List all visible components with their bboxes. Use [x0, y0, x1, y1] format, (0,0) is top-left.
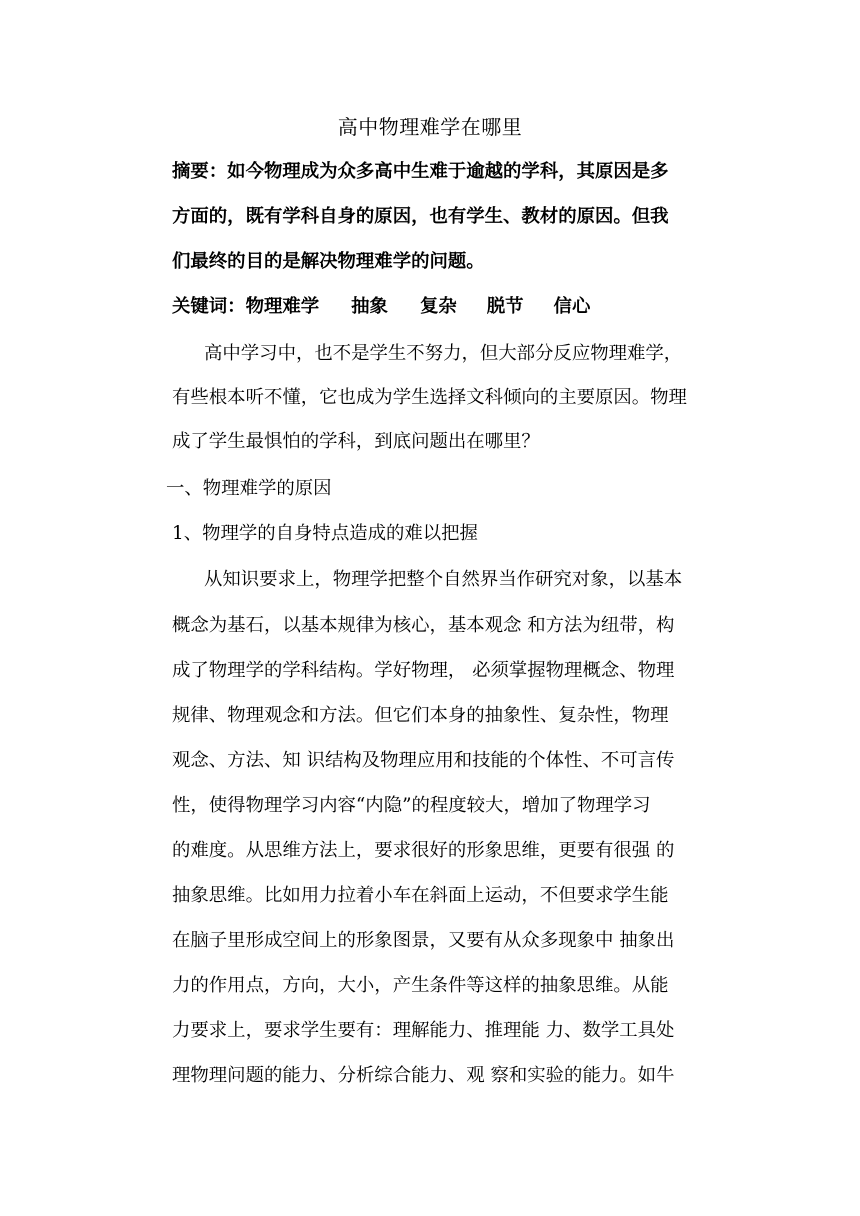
keyword: 复杂 [419, 296, 457, 317]
intro-line-2: 有些根本听不懂，它也成为学生选择文科倾向的主要原因。物理 [172, 387, 687, 408]
abstract-line-3: 们最终的目的是解决物理难学的问题。 [172, 251, 485, 272]
body-line-8: 抽象思维。比如用力拉着小车在斜面上运动，不但要求学生能 [172, 885, 669, 906]
body-line-4: 规律、物理观念和方法。但它们本身的抽象性、复杂性，物理 [172, 705, 669, 726]
body-line-2: 概念为基石，以基本规律为核心，基本观念 和方法为纽带，构 [172, 615, 675, 636]
intro-line-3: 成了学生最惧怕的学科，到底问题出在哪里？ [172, 431, 540, 452]
body-line-6: 性，使得物理学习内容“内隐”的程度较大，增加了物理学习 [172, 795, 651, 816]
keyword: 信心 [553, 296, 591, 317]
keyword: 物理难学 [245, 296, 320, 317]
keywords-row [172, 293, 590, 321]
body-line-9: 在脑子里形成空间上的形象图景，又要有从众多现象中 抽象出 [172, 930, 675, 951]
body-line-12: 理物理问题的能力、分析综合能力、观 察和实验的能力。如牛 [172, 1065, 675, 1086]
body-line-5: 观念、方法、知 识结构及物理应用和技能的个体性、不可言传 [172, 750, 675, 771]
abstract-line-2: 方面的，既有学科自身的原因，也有学生、教材的原因。但我 [172, 206, 669, 227]
keyword: 脱节 [486, 296, 524, 317]
intro-line-1: 高中学习中，也不是学生不努力，但大部分反应物理难学， [204, 343, 683, 364]
abstract-line-1: 摘要：如今物理成为众多高中生难于逾越的学科，其原因是多 [172, 161, 669, 182]
keywords-label: 关键词： [172, 296, 246, 317]
body-line-1: 从知识要求上，物理学把整个自然界当作研究对象，以基本 [204, 569, 683, 590]
keyword: 抽象 [351, 296, 388, 317]
section-heading: 一、物理难学的原因 [166, 478, 332, 499]
body-line-10: 力的作用点，方向，大小，产生条件等这样的抽象思维。从能 [172, 975, 669, 996]
document-title: 高中物理难学在哪里 [337, 115, 523, 139]
body-line-11: 力要求上，要求学生要有：理解能力、推理能 力、数学工具处 [172, 1020, 675, 1041]
body-line-7: 的难度。从思维方法上，要求很好的形象思维，更要有很强 的 [172, 840, 675, 861]
body-line-3: 成了物理学的学科结构。学好物理， 必须掌握物理概念、物理 [172, 660, 675, 681]
subsection-heading: 1、物理学的自身特点造成的难以把握 [172, 523, 478, 544]
